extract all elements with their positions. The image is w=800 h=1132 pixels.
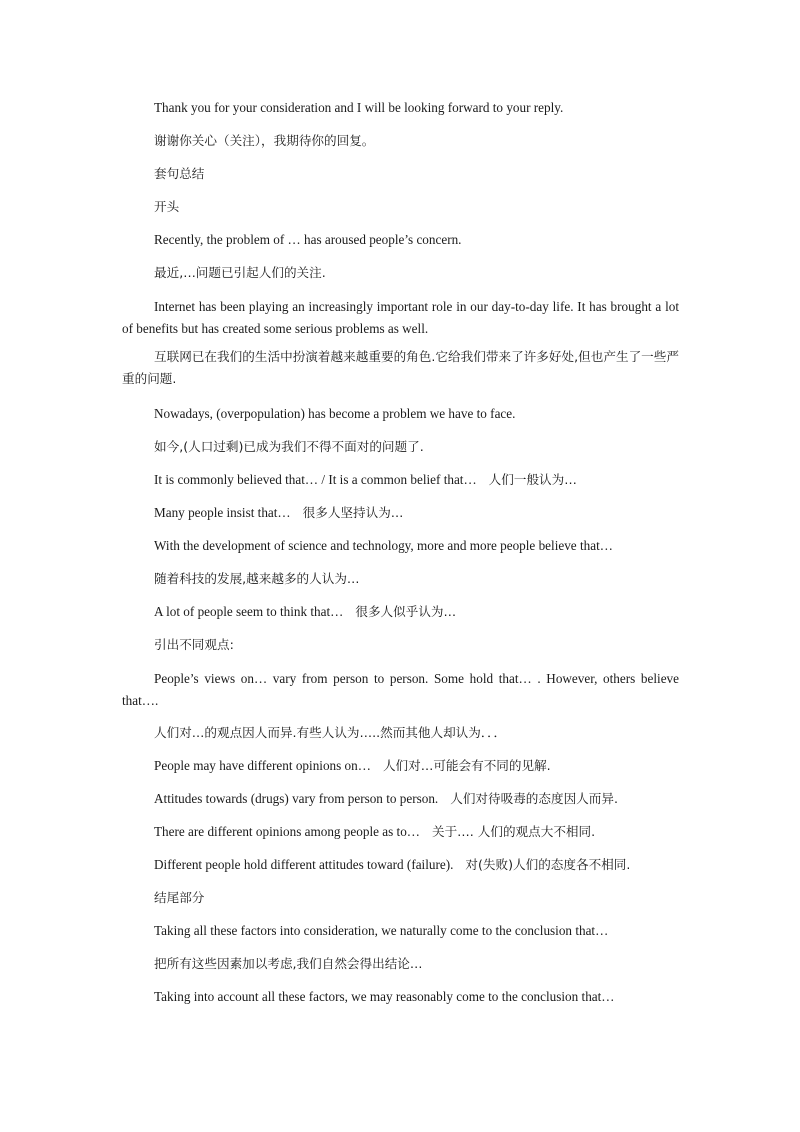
text-line: 谢谢你关心（关注），我期待你的回复。 [154, 133, 375, 148]
text-line: Recently, the problem of … has aroused people’s concern. [154, 232, 462, 247]
text-line [154, 823, 595, 841]
chinese-translation: 对(失败)人们的态度各不相同. [465, 857, 631, 872]
paragraph: Internet has been playing an increasingly important role in our day-to-day life. It has brought a lot of benefits but has created some serious problems as well. [122, 299, 679, 336]
english-phrase: A lot of people seem to think that… [154, 604, 344, 619]
section-heading: 套句总结 [154, 166, 205, 181]
text-line: 把所有这些因素加以考虑,我们自然会得出结论… [154, 956, 423, 971]
paragraph: People’s views on… vary from person to person. Some hold that… . However, others believe that…. [122, 671, 679, 708]
text-line [154, 790, 618, 808]
text-line [154, 471, 577, 489]
chinese-translation: 关于…. 人们的观点大不相同. [431, 824, 596, 839]
text-line: Taking all these factors into consideration, we naturally come to the conclusion that… [154, 923, 609, 938]
section-heading: 引出不同观点: [154, 637, 234, 652]
chinese-translation: 人们对…可能会有不同的见解. [382, 758, 551, 773]
text-line: Nowadays, (overpopulation) has become a problem we have to face. [154, 406, 516, 421]
text-line [154, 504, 403, 522]
english-phrase: Different people hold different attitudes toward (failure). [154, 857, 454, 872]
chinese-translation: 人们一般认为… [488, 472, 577, 487]
chinese-translation: 很多人似乎认为… [355, 604, 457, 619]
english-phrase: Many people insist that… [154, 505, 291, 520]
text-line: 随着科技的发展,越来越多的人认为… [154, 571, 360, 586]
english-phrase: Attitudes towards (drugs) vary from person to person. [154, 791, 439, 806]
text-line: 人们对…的观点因人而异.有些人认为…..然而其他人却认为．．． [154, 725, 507, 740]
text-line: Taking into account all these factors, we may reasonably come to the conclusion that… [154, 989, 615, 1004]
chinese-translation: 很多人坚持认为… [302, 505, 404, 520]
text-line: 如今,(人口过剩)已成为我们不得不面对的问题了. [154, 439, 424, 454]
text-line: 最近,…问题已引起人们的关注. [154, 265, 326, 280]
text-line: Thank you for your consideration and I will be looking forward to your reply. [154, 100, 564, 115]
paragraph: 互联网已在我们的生活中扮演着越来越重要的角色.它给我们带来了许多好处,但也产生了一些严重的问题. [122, 349, 679, 386]
english-phrase: There are different opinions among people as to… [154, 824, 420, 839]
section-heading: 结尾部分 [154, 890, 205, 905]
text-line: With the development of science and technology, more and more people believe that… [154, 538, 613, 553]
chinese-translation: 人们对待吸毒的态度因人而异. [450, 791, 618, 806]
english-phrase: People may have different opinions on… [154, 758, 371, 773]
text-line [154, 856, 630, 874]
text-line [154, 757, 551, 775]
english-phrase: It is commonly believed that… / It is a common belief that… [154, 472, 477, 487]
section-heading: 开头 [154, 199, 180, 214]
text-line [154, 603, 456, 621]
